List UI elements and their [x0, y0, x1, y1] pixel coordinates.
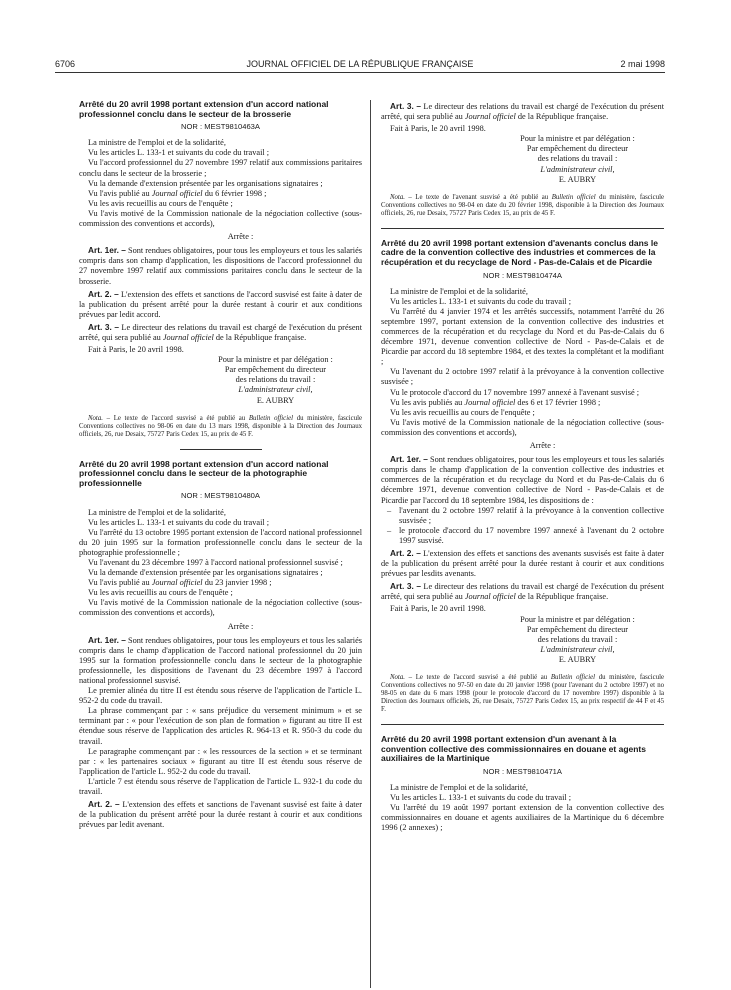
signatory-name: E. AUBRY	[558, 654, 597, 664]
paragraph: La ministre de l'emploi et de la solidarité,	[390, 286, 528, 296]
nota: Nota. – Le texte de l'accord susvisé a été publié au Bulletin officiel du ministère, fascicule Conventions collectives no 97-50 en date du 20 janvier 1998 (pour l'avenant du 2 octobre 1997) et no 98-05 en date du 6 mars 1998 (pour le protocole d'accord du 17 novembre 1997) disponible à la Direction des Journaux officiels, 26, rue Desaix, 75727 Paris Cedex 15, au prix respectif de 44 F et 45 F.	[381, 674, 665, 713]
signing-place-date: Fait à Paris, le 20 avril 1998.	[390, 604, 486, 614]
signature-block: Pour la ministre et par délégation : Par empêchement du directeur des relations du travail : L'administrateur civil, E. AUBRY	[381, 615, 664, 665]
paragraph: La ministre de l'emploi et de la solidarité,	[390, 782, 528, 792]
decree-title: Arrêté du 20 avril 1998 portant extension d'un accord national professionnel conclu dans le secteur de la photographie professionnelle	[79, 458, 329, 488]
nor-reference: NOR : MEST9810471A	[483, 766, 562, 776]
article-3: Art. 3. – Le directeur des relations du travail est chargé de l'exécution du présent arrêté, qui sera publié au Journal officiel de la République française.	[79, 321, 362, 342]
issue-date: 2 mai 1998	[620, 59, 665, 69]
paragraph: Vu la demande d'extension présentée par les organisations signataires ;	[88, 178, 323, 188]
signatory-name: E. AUBRY	[256, 395, 295, 405]
paragraph: L'article 7 est étendu sous réserve de l'application de l'article L. 932-1 du code du travail.	[79, 776, 362, 797]
paragraph: Vu la demande d'extension présentée par les organisations signataires ;	[88, 568, 323, 578]
signature-block: Pour la ministre et par délégation : Par empêchement du directeur des relations du travail : L'administrateur civil, E. AUBRY	[381, 134, 664, 184]
paragraph: Vu les articles L. 133-1 et suivants du code du travail ;	[88, 517, 270, 527]
article-2: Art. 2. – L'extension des effets et sanctions de l'avenant susvisé est faite à dater de la publication du présent arrêté pour la durée restant à courir et aux conditions prévues par ledit avenant.	[79, 799, 363, 830]
paragraph: Vu l'avis publié au Journal officiel du 6 février 1998 ;	[88, 188, 267, 198]
decree-title: Arrêté du 20 avril 1998 portant extension d'un accord national professionnel conclu dans le secteur de la brosserie	[79, 99, 329, 119]
paragraph: La phrase commençant par : « sans préjudice du versement minimum » et se terminant par : « pour l'exécution de son plan de formation » figurant au titre II est étendue sous réserve de l'application des articles R. 964-13 et R. 950-3 du code du travail.	[79, 706, 362, 746]
paragraph: Vu les articles L. 133-1 et suivants du code du travail ;	[88, 148, 270, 158]
list-item: – le protocole d'accord du 17 novembre 1997 annexé à l'avenant du 2 octobre 1997 susvisé.	[381, 526, 664, 546]
paragraph: Vu l'avis motivé de la Commission nationale de la négociation collective (sous-commission des conventions et accords),	[79, 598, 362, 618]
article-3: Art. 3. – Le directeur des relations du travail est chargé de l'exécution du présent arrêté, qui sera publié au Journal officiel de la République française.	[381, 581, 664, 602]
paragraph: La ministre de l'emploi et de la solidarité,	[88, 507, 226, 517]
signatory-name: E. AUBRY	[558, 174, 597, 184]
article-1: Art. 1er. – Sont rendues obligatoires, pour tous les employeurs et tous les salariés compris dans son champ d'application, les dispositions de l'accord professionnel du 27 novembre 1997 relatif aux commissions paritaires conclu dans le secteur de la brosserie.	[79, 245, 362, 286]
journal-title: JOURNAL OFFICIEL DE LA RÉPUBLIQUE FRANÇAISE	[246, 59, 474, 69]
section-separator	[381, 724, 664, 725]
right-column	[381, 101, 664, 833]
paragraph: Vu l'arrêté du 19 août 1997 portant extension de la convention collective des commissionnaires en douane et agents auxiliaires de la Martinique du 6 décembre 1996 (2 annexes) ;	[381, 803, 664, 833]
paragraph: Vu l'avis motivé de la Commission nationale de la négociation collective (sous-commission des conventions et accords),	[79, 208, 362, 229]
paragraph: Vu le protocole d'accord du 17 novembre 1997 annexé à l'avenant susvisé ;	[390, 387, 640, 397]
decree-photographie	[79, 460, 362, 831]
paragraph: Vu l'avis motivé de la Commission nationale de la négociation collective (sous-commission des conventions et accords),	[381, 417, 664, 437]
decree-title: Arrêté du 20 avril 1998 portant extension d'avenants conclus dans le cadre de la convention collective des industries et commerces de la récupération et du recyclage de Nord - Pas-de-Calais et de Picardie	[381, 237, 658, 267]
page-number: 6706	[55, 59, 76, 69]
nor-reference: NOR : MEST9810463A	[181, 122, 260, 132]
paragraph: Vu les avis recueillis au cours de l'enquête ;	[88, 198, 233, 208]
paragraph: Vu l'avenant du 23 décembre 1997 à l'accord national professionnel susvisé ;	[88, 557, 343, 567]
arrete-heading: Arrête :	[227, 621, 254, 631]
paragraph: Vu l'arrêté du 4 janvier 1974 et les arrêtés successifs, notamment l'arrêté du 26 septembre 1997, portant extension de la convention collective des industries et commerces de la récupération et du recyclage du Nord et du Pas-de-Calais du 6 décembre 1971, devenue convention collective de Nord - Pas-de-Calais et de Picardie par accord du 18 septembre 1984, et des textes la complétant et la modifiant ;	[381, 306, 664, 367]
paragraph: Vu les avis publiés au Journal officiel des 6 et 17 février 1998 ;	[390, 397, 601, 407]
signing-place-date: Fait à Paris, le 20 avril 1998.	[390, 124, 486, 134]
left-column	[79, 100, 362, 830]
paragraph: Vu l'accord professionnel du 27 novembre 1997 relatif aux commissions paritaires conclu dans le secteur de la brosserie ;	[79, 158, 362, 178]
nota: Nota. – Le texte de l'accord susvisé a été publié au Bulletin officiel du ministère, fascicule Conventions collectives no 98-06 en date du 13 mars 1998, disponible à la Direction des Journaux officiels, 26, rue Desaix, 75727 Paris Cedex 15, au prix de 45 F.	[79, 414, 363, 438]
nor-reference: NOR : MEST9810474A	[483, 270, 562, 280]
section-separator	[381, 228, 664, 229]
header-rule	[55, 72, 665, 73]
section-separator	[180, 449, 262, 450]
list-item: – l'avenant du 2 octobre 1997 relatif à la prévoyance à la convention collective susvisée ;	[381, 506, 664, 526]
paragraph: Vu les articles L. 133-1 et suivants du code du travail ;	[390, 296, 572, 306]
paragraph: Vu les avis recueillis au cours de l'enquête ;	[88, 588, 233, 598]
decree-martinique	[381, 735, 664, 833]
paragraph: La ministre de l'emploi et de la solidarité,	[88, 138, 226, 148]
paragraph: Vu les avis recueillis au cours de l'enquête ;	[390, 407, 535, 417]
article-2: Art. 2. – L'extension des effets et sanctions de l'accord susvisé est faite à dater de la publication du présent arrêté pour la durée restant à courir et aux conditions prévues par ledit accord.	[79, 288, 362, 319]
decree-recuperation	[381, 239, 664, 714]
paragraph: Vu l'arrêté du 13 octobre 1995 portant extension de l'accord national professionnel du 20 juin 1995 sur la formation professionnelle conclu dans le secteur de la photographie professionnelle ;	[79, 527, 362, 557]
paragraph: Le premier alinéa du titre II est étendu sous réserve de l'application de l'article L. 952-2 du code du travail.	[79, 686, 362, 706]
article-1: Art. 1er. – Sont rendues obligatoires, pour tous les employeurs et tous les salariés compris dans le champ d'application de l'accord national professionnel du 20 juin 1995 sur la formation professionnelle conclu dans le secteur de la photographie professionnelle, les dispositions de l'avenant du 23 décembre 1997 à l'accord national professionnel susvisé.	[79, 634, 362, 685]
nota: Nota. – Le texte de l'avenant susvisé a été publié au Bulletin officiel du ministère, fascicule Conventions collectives no 98-04 en date du 20 février 1998, disponible à la Direction des Journaux officiels, 26, rue Desaix, 75727 Paris Cedex 15, au prix de 45 F.	[381, 193, 664, 217]
decree-brosserie	[79, 100, 362, 439]
decree-title: Arrêté du 20 avril 1998 portant extension d'un avenant à la convention collective des commissionnaires en douane et agents auxiliaires de la Martinique	[381, 734, 646, 764]
column-divider	[370, 100, 371, 988]
paragraph: Vu l'avenant du 2 octobre 1997 relatif à la prévoyance à la convention collective susvisée ;	[381, 367, 664, 387]
paragraph: Vu l'avis publié au Journal officiel du 23 janvier 1998 ;	[88, 578, 272, 588]
article-1: Art. 1er. – Sont rendues obligatoires, pour tous les employeurs et tous les salariés compris dans le champ d'application de la convention collective des industries et commerces de la récupération et du recyclage du Nord et du Pas-de-Calais du 6 décembre 1971, devenue convention collective de Nord - Pas-de-Calais et de Picardie par l'accord du 18 septembre 1984, les dispositions de :	[381, 454, 664, 505]
signing-place-date: Fait à Paris, le 20 avril 1998.	[88, 345, 184, 355]
article-2: Art. 2. – L'extension des effets et sanctions des avenants susvisés est faite à dater de la publication du présent arrêté pour la durée restant à courir et aux conditions prévues par lesdits avenants.	[381, 547, 664, 579]
arrete-heading: Arrête :	[529, 441, 556, 451]
nor-reference: NOR : MEST9810480A	[181, 491, 260, 501]
signature-block: Pour la ministre et par délégation : Par empêchement du directeur des relations du travail : L'administrateur civil, E. AUBRY	[79, 355, 362, 405]
arrete-heading: Arrête :	[227, 232, 254, 242]
article-3: Art. 3. – Le directeur des relations du travail est chargé de l'exécution du présent arrêté, qui sera publié au Journal officiel de la République française.	[381, 101, 664, 122]
paragraph: Le paragraphe commençant par : « les ressources de la section » et se terminant par : « les partenaires sociaux » figurant au titre II est étendu sous réserve de l'application de l'article L. 952-2 du code du travail.	[79, 746, 362, 776]
decree-photographie-continued	[381, 101, 664, 218]
paragraph: Vu les articles L. 133-1 et suivants du code du travail ;	[390, 792, 572, 802]
